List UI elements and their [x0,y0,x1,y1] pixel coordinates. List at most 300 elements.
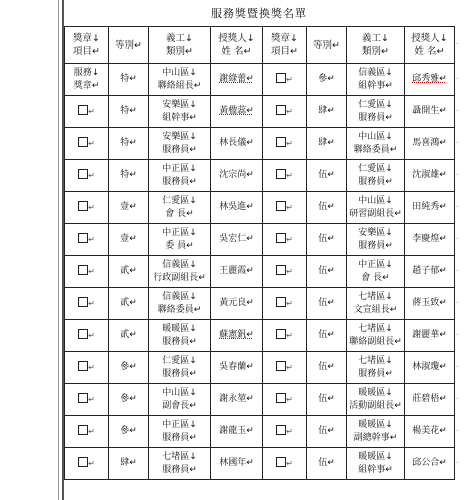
row-end-mark: · [456,234,459,243]
table-row [65,160,455,192]
checkbox-icon[interactable] [78,265,88,275]
volunteer-category-cell [149,416,211,448]
grade-text: 參↵ [120,362,137,372]
table-row [65,352,455,384]
category-text: 聯絡組長↵ [157,80,202,91]
grade-cell [109,288,149,320]
volunteer-category-cell [347,256,405,288]
grade-cell [109,224,149,256]
table-row [65,384,455,416]
checkbox-icon[interactable] [78,425,88,435]
awardee-name: 謝綠蕾↵ [219,74,254,84]
grade-text: 伍↵ [318,458,335,468]
medal-item-cell [263,224,307,256]
medal-item-cell [263,96,307,128]
category-text: 仁愛區↓ [358,99,393,110]
checkbox-icon[interactable] [276,201,286,211]
paragraph-mark: ↵ [88,426,95,436]
awardee-name-cell [405,448,455,480]
checkbox-icon[interactable] [276,361,286,371]
awardee-name: 林國年↵ [219,458,254,468]
volunteer-category-cell [347,320,405,352]
paragraph-mark: ↵ [286,106,293,116]
paragraph-mark: ↵ [286,202,293,212]
grade-cell [109,416,149,448]
category-text: 信義區↓ [358,67,393,78]
volunteer-category-cell [347,224,405,256]
grade-cell [307,224,347,256]
category-text: 服務員↵ [162,336,197,347]
awardee-name: 謝麗華↵ [412,330,447,340]
awardee-name: 聶開生↵ [412,106,447,116]
awardee-name: 黃楹蕊↵ [219,106,254,116]
checkbox-icon[interactable] [78,233,88,243]
paragraph-mark: ↵ [286,426,293,436]
award-table [64,26,455,480]
header-text: 項目↵ [271,46,298,57]
grade-text: 參↵ [120,394,137,404]
row-end-mark: · [456,202,459,211]
category-text: 安樂區↓ [358,227,393,238]
grade-cell [307,256,347,288]
grade-cell [307,352,347,384]
category-text: 服務員↵ [162,432,197,443]
grade-cell [109,64,149,96]
paragraph-mark: ↵ [88,138,95,148]
volunteer-category-cell [347,416,405,448]
awardee-name-cell [405,224,455,256]
checkbox-icon[interactable] [276,329,286,339]
volunteer-category-cell [149,384,211,416]
row-end-mark: · [456,106,459,115]
medal-item-text: 獎章↵ [73,80,100,91]
volunteer-category-cell [149,352,211,384]
awardee-name: 謝龍玉↵ [219,426,254,436]
header-text: 義工↓ [362,33,389,44]
grade-text: 伍↵ [318,426,335,436]
grade-text: 特↵ [120,74,137,84]
awardee-name-cell [405,192,455,224]
awardee-name: 蘇憲釩↵ [219,330,254,340]
medal-item-cell [263,64,307,96]
table-row [65,64,455,96]
header-text: 獎章↓ [73,33,100,44]
volunteer-category-cell [347,192,405,224]
row-end-mark: · [456,138,459,147]
checkbox-icon[interactable] [276,105,286,115]
grade-text: 特↵ [120,170,137,180]
awardee-name-cell [211,384,263,416]
paragraph-mark: ↵ [286,394,293,404]
category-text: 副會長↵ [162,400,197,411]
awardee-name: 林吳進↵ [219,202,254,212]
paragraph-mark: ↵ [286,458,293,468]
awardee-name: 邱公合↵ [412,458,447,468]
volunteer-category-cell [149,96,211,128]
header-text: 類別↵ [166,46,193,57]
volunteer-category-cell [149,288,211,320]
header-cell [347,27,405,64]
category-text: 研習副組長↵ [349,208,402,219]
paragraph-mark: ↵ [88,234,95,244]
header-text: 授獎人↓ [411,33,448,44]
paragraph-mark: ↵ [286,170,293,180]
awardee-name-cell [211,224,263,256]
row-end-mark: · [456,426,459,435]
category-text: 仁愛區↓ [162,195,197,206]
paragraph-mark: ↵ [286,330,293,340]
category-text: 組幹事↵ [162,112,197,123]
volunteer-category-cell [149,64,211,96]
row-end-mark: · [456,394,459,403]
category-text: 暖暖區↓ [162,323,197,334]
grade-text: 肆↵ [318,106,335,116]
checkbox-icon[interactable] [276,425,286,435]
checkbox-icon[interactable] [78,393,88,403]
category-text: 服務員↵ [162,144,197,155]
volunteer-category-cell [347,288,405,320]
grade-text: 肆↵ [318,138,335,148]
paragraph-mark: ↵ [88,458,95,468]
category-text: 服務員↵ [358,176,393,187]
grade-text: 伍↵ [318,394,335,404]
category-text: 暖暖區↓ [358,419,393,430]
volunteer-category-cell [149,160,211,192]
category-text: 暖暖區↓ [358,451,393,462]
awardee-name: 沈宗尚↵ [219,170,254,180]
grade-text: 特↵ [120,106,137,116]
margin-guide-line [58,0,59,500]
category-text: 暖暖區↓ [358,387,393,398]
grade-cell [307,128,347,160]
grade-text: 壹↵ [120,234,137,244]
awardee-name: 邱秀雅↵ [412,74,447,84]
grade-text: 伍↵ [318,234,335,244]
row-end-mark: · [456,362,459,371]
awardee-name: 趙子郁↵ [412,266,447,276]
paragraph-mark: ↵ [286,138,293,148]
awardee-name: 蔣玉致↵ [412,298,447,308]
checkbox-icon[interactable] [78,457,88,467]
header-text: 授獎人↓ [218,33,255,44]
awardee-name-cell [211,320,263,352]
category-text: 中正區↓ [162,163,197,174]
category-text: 聯絡委員↵ [157,304,202,315]
awardee-name-cell [211,256,263,288]
grade-text: 貳↵ [120,298,137,308]
awardee-name-cell [405,128,455,160]
header-text: 獎章↓ [271,33,298,44]
awardee-name-cell [405,288,455,320]
volunteer-category-cell [149,224,211,256]
header-cell [149,27,211,64]
category-text: 中山區↓ [358,195,393,206]
grade-text: 壹↵ [120,202,137,212]
paragraph-mark: ↵ [88,106,95,116]
medal-item-cell [263,160,307,192]
paragraph-mark: ↵ [88,362,95,372]
volunteer-category-cell [149,320,211,352]
medal-item-cell [65,64,109,96]
awardee-name: 林長儀↵ [219,138,254,148]
category-text: 服務員↵ [358,368,393,379]
category-text: 中山區↓ [358,131,393,142]
grade-cell [307,448,347,480]
grade-cell [109,448,149,480]
awardee-name-cell [405,256,455,288]
category-text: 服務員↵ [162,176,197,187]
header-text: 項目↵ [73,46,100,57]
awardee-name: 謝永堃↵ [219,394,254,404]
paragraph-mark: ↵ [286,362,293,372]
medal-item-cell [65,160,109,192]
checkbox-icon[interactable] [78,169,88,179]
category-text: 文宣組長↵ [353,304,398,315]
awardee-name: 馬喜鴻↵ [412,138,447,148]
paragraph-mark: ↵ [88,394,95,404]
grade-cell [307,320,347,352]
awardee-name-cell [405,64,455,96]
header-text: 等別↵ [115,39,142,51]
grade-cell [109,96,149,128]
grade-text: 肆↵ [120,458,137,468]
header-text: 姓 名↵ [414,46,445,57]
volunteer-category-cell [347,384,405,416]
table-row [65,224,455,256]
row-end-mark: · [456,298,459,307]
table-header-row [65,27,455,64]
checkbox-icon[interactable] [276,265,286,275]
awardee-name-cell [405,320,455,352]
awardee-name-cell [211,128,263,160]
volunteer-category-cell [149,448,211,480]
paragraph-mark: ↵ [286,234,293,244]
header-text: 義工↓ [166,33,193,44]
paragraph-mark: ↵ [88,266,95,276]
paragraph-mark: ↵ [88,298,95,308]
medal-item-cell [65,384,109,416]
header-text: 類別↵ [362,46,389,57]
grade-text: 伍↵ [318,362,335,372]
checkbox-icon[interactable] [276,137,286,147]
awardee-name: 李慶煌↵ [412,234,447,244]
medal-item-cell [65,448,109,480]
header-cell [405,27,455,64]
grade-cell [109,352,149,384]
volunteer-category-cell [149,256,211,288]
medal-item-cell [263,128,307,160]
checkbox-icon[interactable] [276,297,286,307]
medal-item-cell [263,384,307,416]
awardee-name: 楊美花↵ [412,426,447,436]
awardee-name-cell [211,416,263,448]
volunteer-category-cell [149,128,211,160]
awardee-name-cell [405,352,455,384]
checkbox-icon[interactable] [78,297,88,307]
paragraph-mark: ↵ [88,330,95,340]
table-row [65,320,455,352]
awardee-name-cell [211,448,263,480]
medal-item-text: 服務↓ [73,67,100,78]
table-row [65,96,455,128]
category-text: 會 長↵ [165,208,194,219]
category-text: 聯絡副組長↵ [349,336,402,347]
grade-cell [109,320,149,352]
awardee-name-cell [211,64,263,96]
category-text: 七堵區↓ [358,355,393,366]
category-text: 安樂區↓ [162,99,197,110]
grade-cell [109,384,149,416]
awardee-name: 黃元良↵ [219,298,254,308]
category-text: 聯絡委員↵ [353,144,398,155]
checkbox-icon[interactable] [78,329,88,339]
category-text: 七堵區↓ [162,451,197,462]
checkbox-icon[interactable] [276,393,286,403]
medal-item-cell [65,352,109,384]
medal-item-cell [65,192,109,224]
category-text: 組幹事↵ [358,80,393,91]
volunteer-category-cell [347,128,405,160]
medal-item-cell [263,352,307,384]
category-text: 服務員↵ [358,112,393,123]
category-text: 仁愛區↓ [162,355,197,366]
category-text: 七堵區↓ [358,323,393,334]
grade-cell [109,192,149,224]
grade-cell [307,160,347,192]
volunteer-category-cell [149,192,211,224]
medal-item-cell [263,320,307,352]
volunteer-category-cell [347,160,405,192]
grade-text: 貳↵ [120,330,137,340]
row-end-mark: · [456,74,459,83]
grade-text: 貳↵ [120,266,137,276]
grade-text: 參↵ [120,426,137,436]
awardee-name-cell [211,160,263,192]
paragraph-mark: ↵ [286,266,293,276]
awardee-name-cell [211,352,263,384]
category-text: 中山區↓ [162,67,197,78]
header-text: 等別↵ [313,39,340,51]
medal-item-cell [263,256,307,288]
checkbox-icon[interactable] [276,169,286,179]
category-text: 會 長↵ [361,272,390,283]
medal-item-cell [65,288,109,320]
paragraph-mark: ↵ [88,170,95,180]
volunteer-category-cell [347,352,405,384]
category-text: 中正區↓ [162,227,197,238]
medal-item-cell [65,224,109,256]
awardee-name-cell [211,288,263,320]
checkbox-icon[interactable] [78,361,88,371]
awardee-name-cell [405,96,455,128]
awardee-name: 吳宏仁↵ [219,234,254,244]
checkbox-icon[interactable] [78,105,88,115]
grade-cell [109,256,149,288]
row-end-mark: · [456,266,459,275]
grade-cell [307,96,347,128]
grade-cell [307,288,347,320]
awardee-name: 田純秀↵ [412,202,447,212]
table-row [65,256,455,288]
checkbox-icon[interactable] [78,137,88,147]
paragraph-mark: ↵ [88,202,95,212]
awardee-name-cell [405,416,455,448]
grade-text: 伍↵ [318,202,335,212]
category-text: 仁愛區↓ [358,163,393,174]
medal-item-cell [65,96,109,128]
checkbox-icon[interactable] [78,201,88,211]
category-text: 信義區↓ [162,259,197,270]
category-text: 安樂區↓ [162,131,197,142]
grade-cell [307,384,347,416]
category-text: 中山區↓ [162,387,197,398]
grade-text: 伍↵ [318,330,335,340]
header-cell [263,27,307,64]
row-end-mark: · [456,458,459,467]
table-row [65,128,455,160]
category-text: 組幹事↵ [358,464,393,475]
document-title: 服務獎暨換獎名單 [211,7,307,20]
table-row [65,192,455,224]
grade-cell [307,416,347,448]
category-text: 信義區↓ [162,291,197,302]
awardee-name-cell [405,384,455,416]
volunteer-category-cell [347,448,405,480]
row-end-mark: · [456,40,459,48]
volunteer-category-cell [347,64,405,96]
category-text: 中正區↓ [358,259,393,270]
awardee-name-cell [211,192,263,224]
medal-item-cell [65,128,109,160]
medal-item-cell [65,320,109,352]
grade-cell [109,160,149,192]
row-end-mark: · [456,330,459,339]
header-cell [65,27,109,64]
category-text: 服務員↵ [162,368,197,379]
table-row [65,288,455,320]
header-cell [307,27,347,64]
awardee-name: 莊碧梧↵ [412,394,447,404]
grade-text: 伍↵ [318,170,335,180]
medal-item-cell [263,288,307,320]
checkbox-icon[interactable] [276,233,286,243]
grade-text: 特↵ [120,138,137,148]
table-row [65,448,455,480]
volunteer-category-cell [347,96,405,128]
category-text: 活動副組長↵ [349,400,402,411]
category-text: 服務員↵ [358,240,393,251]
category-text: 副總幹事↵ [353,432,398,443]
paragraph-mark: ↵ [286,298,293,308]
category-text: 中正區↓ [162,419,197,430]
awardee-name: 王麗霞↵ [219,266,254,276]
medal-item-cell [263,192,307,224]
grade-cell [307,64,347,96]
category-text: 七堵區↓ [358,291,393,302]
checkbox-icon[interactable] [276,457,286,467]
header-text: 姓 名↵ [221,46,252,57]
checkbox-icon[interactable] [276,73,286,83]
grade-text: 伍↵ [318,298,335,308]
awardee-name: 林淑瓊↵ [412,362,447,372]
medal-item-cell [65,256,109,288]
category-text: 行政副組長↵ [153,272,206,283]
medal-item-cell [263,448,307,480]
awardee-name-cell [405,160,455,192]
grade-text: 伍↵ [318,266,335,276]
awardee-name: 吳春蘭↵ [219,362,254,372]
category-text: 委 員↵ [165,240,194,251]
